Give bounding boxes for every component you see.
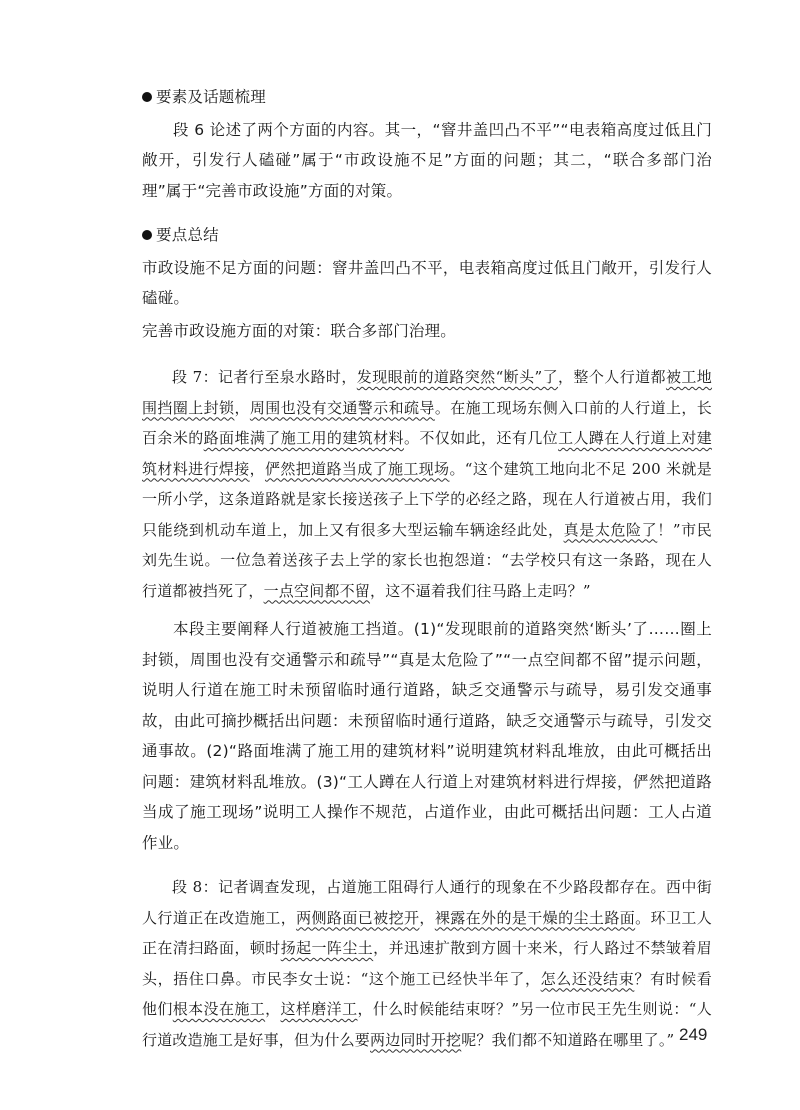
underlined-phrase: 两边同时开挖: [370, 1030, 462, 1049]
underlined-phrase: 真是太危险了: [563, 520, 658, 539]
underlined-phrase: 周围也没有交通警示和疏导: [249, 398, 435, 417]
underlined-phrase: 裸露在外的是干燥的尘土路面: [434, 908, 636, 927]
section-heading-summary: 要点总结: [142, 220, 712, 251]
document-page: [142, 76, 712, 1055]
underlined-phrase: 工人蹲在人行道上对建筑材料进行焊接: [142, 429, 712, 478]
underlined-phrase: 根本没在施工: [172, 1000, 266, 1018]
underlined-phrase: 俨然把道路当成了施工现场: [264, 459, 450, 478]
underlined-phrase: 路面堆满了施工用的建筑材料: [203, 429, 404, 447]
underlined-phrase: 这样磨洋工: [280, 1000, 358, 1018]
paragraph-7: 段 7：记者行至泉水路时，发现眼前的道路突然“断头”了，整个人行道都被工地围挡圈上封锁，周围也没有交通警示和疏导。在施工现场东侧入口前的人行道上，长百余米的路面堆满了施工用的建筑材料。不仅如此，还有几位工人蹲在人行道上对建筑材料进行焊接，俨然把道路当成了施工现场。“这个建筑工地向北不足 200 米就是一所小学，这条道路就是家长接送孩子上下学的必经之路，现在人行道被占用，我们只能绕到机动车道上，加上又有很多大型运输车辆途经此处，真是太危险了！”市民刘先生说。一位急着送孩子去上学的家长也抱怨道：“去学校只有这一条路，现在人行道都被挡死了，一点空间都不留，这不逼着我们往马路上走吗？”: [142, 368, 713, 600]
bullet-icon: [142, 92, 152, 102]
underlined-phrase: 被工地围挡圈上封锁: [142, 368, 713, 417]
section1-body: 段 6 论述了两个方面的内容。其一，“窨井盖凹凸不平”“电表箱高度过低且门敞开，引发行人磕碰”属于“市政设施不足”方面的问题；其二，“联合多部门治理”属于“完善市政设施”方面的对策。: [142, 120, 712, 200]
underlined-phrase: 一点空间都不留: [263, 581, 371, 600]
page-number: 249: [679, 1025, 708, 1044]
underlined-phrase: 发现眼前的道路突然“断头”了: [356, 368, 559, 386]
summary-line-2: 完善市政设施方面的对策：联合多部门治理。: [142, 321, 457, 340]
paragraph-8: 段 8：记者调查发现，占道施工阻碍行人通行的现象在不少路段都存在。西中街人行道正在改造施工，两侧路面已被挖开，裸露在外的是干燥的尘土路面。环卫工人正在清扫路面，顿时扬起一阵尘土，并迅速扩散到方圆十来米，行人路过不禁皱着眉头，捂住口鼻。市民李女士说：“这个施工已经快半年了，怎么还没结束？有时候看他们根本没在施工，这样磨洋工，什么时候能结束呀？”另一位市民王先生则说：“人行道改造施工是好事，但为什么要两边同时开挖呢？我们都不知道路在哪里了。”: [142, 878, 712, 1049]
underlined-phrase: 怎么还没结束: [540, 969, 635, 988]
summary-line-1: 市政设施不足方面的问题：窨井盖凹凸不平，电表箱高度过低且门敞开，引发行人磕碰。: [142, 258, 712, 307]
underlined-phrase: 两侧路面已被挖开: [296, 908, 420, 927]
bullet-icon: [142, 230, 152, 240]
section-heading-elements: 要素及话题梳理: [142, 82, 712, 113]
analysis-paragraph-7: 本段主要阐释人行道被施工挡道。(1)“发现眼前的道路突然‘断头’了……圈上封锁，周围也没有交通警示和疏导”“真是太危险了”“一点空间都不留”提示问题，说明人行道在施工时未预留临时通行道路，缺乏交通警示与疏导，易引发交通事故，由此可摘抄概括出问题：未预留临时通行道路，缺乏交通警示与疏导，引发交通事故。(2)“路面堆满了施工用的建筑材料”说明建筑材料乱堆放，由此可概括出问题：建筑材料乱堆放。(3)“工人蹲在人行道上对建筑材料进行焊接，俨然把道路当成了施工现场”说明工人操作不规范，占道作业，由此可概括出问题：工人占道作业。: [142, 620, 712, 852]
underlined-phrase: 扬起一阵尘土: [280, 939, 374, 957]
